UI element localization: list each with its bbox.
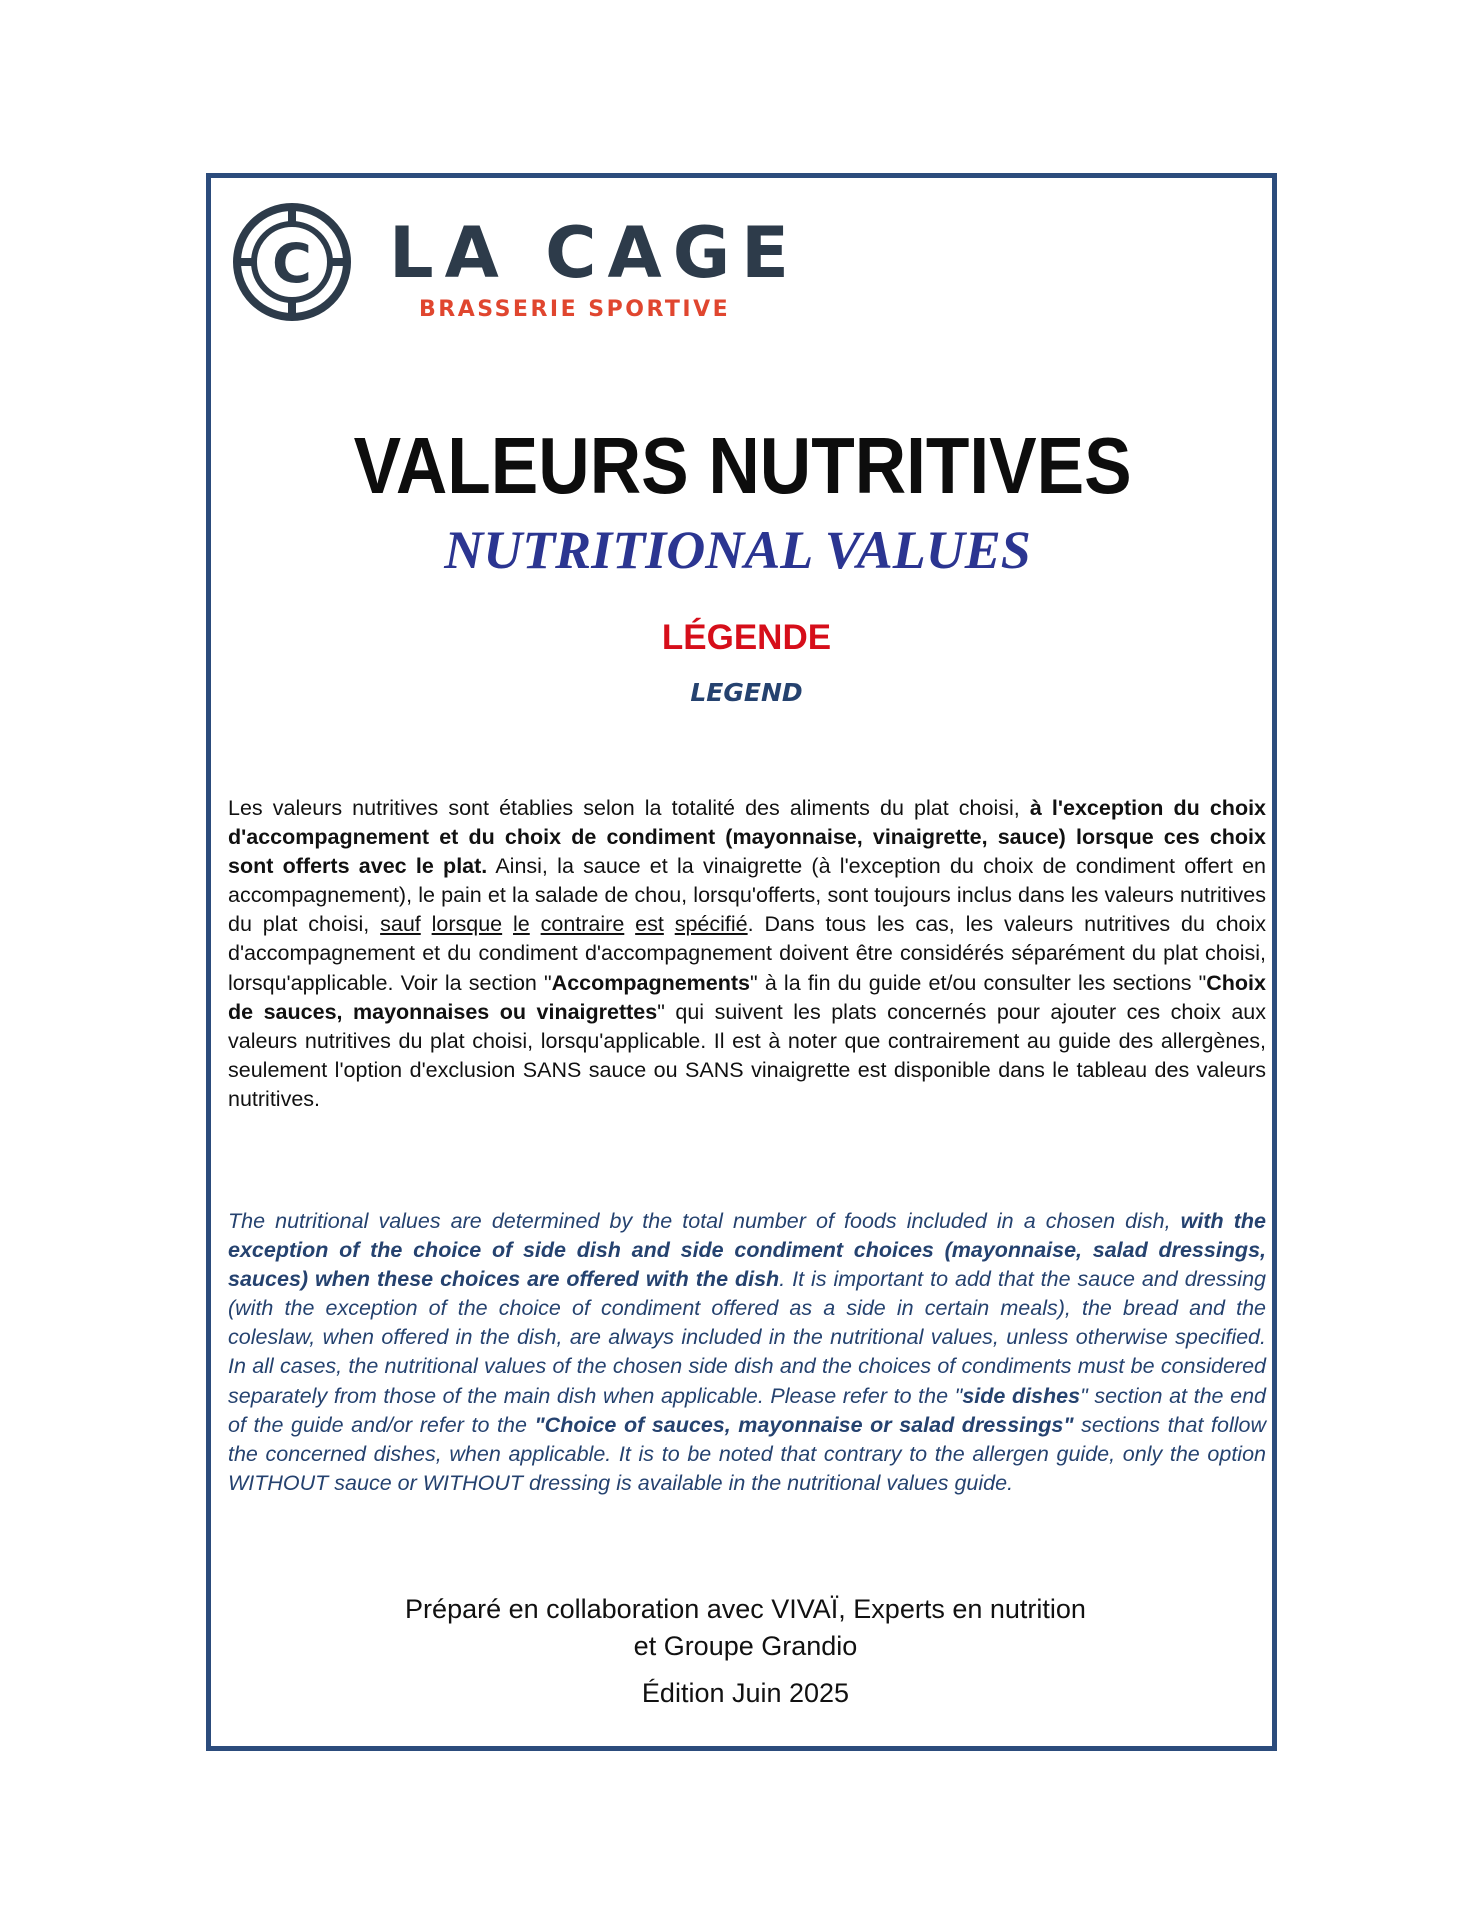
la-cage-logo-icon (228, 202, 356, 322)
legend-paragraph-en (228, 1207, 1266, 1498)
text-run: The nutritional values are determined by the total number of foods included in a chosen dish, (228, 1209, 1181, 1233)
brand-name: LA CAGE (389, 212, 800, 294)
underlined-word: sauf (380, 912, 421, 937)
underlined-word: lorsque (431, 912, 503, 937)
underlined-word: spécifié (674, 912, 748, 937)
logo-letter: C (272, 232, 312, 295)
bold-run: Choix de sauces, mayonnaises ou vinaigrettes (228, 970, 1266, 1024)
text-run: Ainsi, la sauce et la vinaigrette (à l'exception du choix de condiment offert en accompagnement), le pain et la salade de chou, lorsqu'offerts, sont toujours inclus dans les valeurs nutritives du plat choisi, (228, 854, 1266, 937)
bold-run: à l'exception du choix d'accompagnement et du choix de condiment (mayonnaise, vinaigrette, sauce) lorsque ces choix sont offerts avec le plat. (228, 796, 1267, 879)
underlined-word: le (513, 912, 530, 937)
text-run: Les valeurs nutritives sont établies selon la totalité des aliments du plat choisi, (228, 796, 1030, 820)
page-title-fr: VALEURS NUTRITIVES (353, 421, 1132, 510)
page-frame (206, 173, 1277, 1751)
page-title-en: NUTRITIONAL VALUES (444, 520, 1031, 580)
bold-run: Accompagnements (551, 970, 751, 995)
brand-tagline: BRASSERIE SPORTIVE (419, 297, 731, 322)
text-run: " qui suivent les plats concernés pour ajouter ces choix aux valeurs nutritives du plat choisi, lorsqu'applicable. Il est à noter que contrairement au guide des allergènes, seulement l'option d'exclusion SANS sauce ou SANS vinaigrette est disponible dans le tableau des valeurs nutritives. (228, 999, 1267, 1111)
credits (211, 1591, 1272, 1665)
underlined-word: est (635, 912, 664, 937)
text-run: " à la fin du guide et/ou consulter les sections " (750, 970, 1207, 995)
credits-line-1: Préparé en collaboration avec VIVAÏ, Experts en nutrition (405, 1594, 1086, 1624)
legend-heading-fr: LÉGENDE (661, 618, 832, 657)
bold-run: side dishes (962, 1383, 1081, 1408)
legend-paragraph-fr (228, 794, 1266, 1114)
edition-date: Édition Juin 2025 (641, 1678, 850, 1708)
underlined-word: contraire (540, 912, 625, 937)
legend-heading-en: LEGEND (690, 678, 803, 707)
text-run: . It is important to add that the sauce and dressing (with the exception of the choice of condiment offered as a side in certain meals), the bread and the coleslaw, when offered in the dish, are always included in the nutritional values, unless otherwise specified. In all cases, the nutritional values of the chosen side dish and the choices of condiments must be considered separately from those of the main dish when applicable. Please refer to the " (228, 1267, 1266, 1408)
text-run: " section at the end of the guide and/or refer to the (228, 1383, 1267, 1437)
text-run: sections that follow the concerned dishes, when applicable. It is to be noted that contrary to the allergen guide, only the option WITHOUT sauce or WITHOUT dressing is available in the nutritional values guide. (228, 1412, 1266, 1495)
text-run: . Dans tous les cas, les valeurs nutritives du choix d'accompagnement et du condiment d'accompagnement doivent être considérés séparément du plat choisi, lorsqu'applicable. Voir la section " (228, 912, 1267, 995)
bold-run: "Choice of sauces, mayonnaise or salad dressings" (534, 1412, 1074, 1437)
credits-line-2: et Groupe Grandio (633, 1631, 858, 1661)
bold-run: with the exception of the choice of side dish and side condiment choices (mayonnaise, salad dressings, sauces) when these choices are offered with the dish (228, 1209, 1267, 1292)
